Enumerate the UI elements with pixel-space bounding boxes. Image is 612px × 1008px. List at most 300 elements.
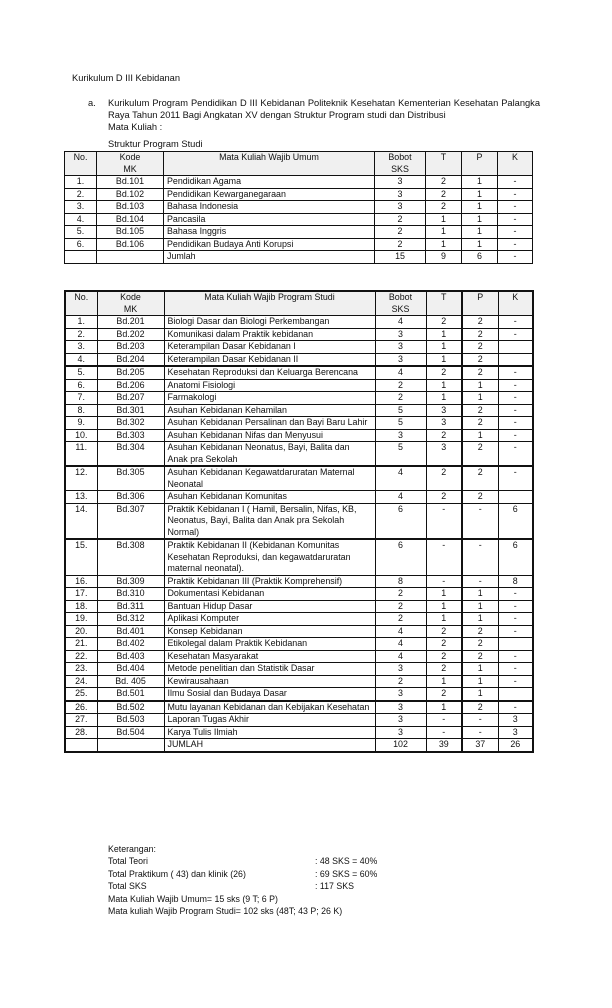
cell-bobot: 4 xyxy=(375,625,426,638)
cell-kode: Bd.303 xyxy=(97,429,164,442)
cell-no: 6. xyxy=(65,238,97,251)
cell-no: 11. xyxy=(65,442,97,467)
header-no: No. xyxy=(65,152,97,176)
cell-t: - xyxy=(426,714,462,727)
cell-p: 2 xyxy=(462,366,498,379)
cell-no xyxy=(65,739,97,752)
cell-k: - xyxy=(498,379,533,392)
cell-k xyxy=(498,341,533,354)
table-row xyxy=(65,491,533,504)
header-no: No. xyxy=(65,291,97,316)
intro-paragraph xyxy=(88,97,540,134)
table-header-row xyxy=(65,152,533,176)
cell-kode: Bd.301 xyxy=(97,404,164,417)
cell-p: 2 xyxy=(462,638,498,651)
header-t: T xyxy=(426,152,462,176)
table-mata-kuliah-wajib-program-studi xyxy=(64,290,534,753)
cell-kode: Bd.306 xyxy=(97,491,164,504)
cell-t: 1 xyxy=(426,213,462,226)
header-kode xyxy=(97,291,164,316)
cell-bobot: 3 xyxy=(375,353,426,366)
cell-bobot: 5 xyxy=(375,417,426,430)
cell-no: 17. xyxy=(65,588,97,601)
table-total-row xyxy=(65,739,533,752)
cell-no: 15. xyxy=(65,539,97,575)
cell-k: - xyxy=(498,663,533,676)
cell-mata-kuliah: Asuhan Kebidanan Komunitas xyxy=(164,491,375,504)
cell-k: - xyxy=(498,188,533,201)
table-header-row xyxy=(65,291,533,316)
cell-mata-kuliah: Kesehatan Reproduksi dan Keluarga Berencana xyxy=(164,366,375,379)
cell-no: 26. xyxy=(65,701,97,714)
cell-p: 2 xyxy=(462,650,498,663)
cell-t: 3 xyxy=(426,404,462,417)
cell-t: 2 xyxy=(426,366,462,379)
cell-t: 2 xyxy=(426,688,462,701)
cell-bobot: 2 xyxy=(375,379,426,392)
cell-k: 8 xyxy=(498,575,533,588)
cell-k: - xyxy=(498,238,533,251)
cell-kode: Bd.203 xyxy=(97,341,164,354)
cell-p: - xyxy=(462,539,498,575)
cell-k: 6 xyxy=(498,503,533,539)
note-total-teori xyxy=(108,855,378,867)
cell-t: 2 xyxy=(426,176,462,189)
cell-kode: Bd.302 xyxy=(97,417,164,430)
note-value: : 117 SKS xyxy=(315,881,354,892)
cell-k: - xyxy=(498,613,533,626)
cell-bobot: 5 xyxy=(375,442,426,467)
table-row xyxy=(65,188,533,201)
cell-t: 2 xyxy=(426,188,462,201)
header-k: K xyxy=(498,152,533,176)
cell-k: - xyxy=(498,417,533,430)
cell-mata-kuliah: Pancasila xyxy=(164,213,375,226)
cell-bobot: 3 xyxy=(375,341,426,354)
cell-t: 2 xyxy=(426,491,462,504)
cell-p: - xyxy=(462,714,498,727)
list-marker: a. xyxy=(88,98,96,108)
cell-k: - xyxy=(498,466,533,491)
cell-p: 2 xyxy=(462,491,498,504)
cell-bobot: 3 xyxy=(375,188,426,201)
cell-p: 1 xyxy=(462,201,498,214)
cell-t: - xyxy=(426,575,462,588)
header-kode-line1: Kode xyxy=(120,292,141,302)
table-row xyxy=(65,701,533,714)
cell-no: 1. xyxy=(65,316,97,329)
table-row xyxy=(65,650,533,663)
cell-kode: Bd.106 xyxy=(97,238,164,251)
cell-k: - xyxy=(498,404,533,417)
table-row xyxy=(65,600,533,613)
cell-bobot: 6 xyxy=(375,539,426,575)
cell-kode: Bd.305 xyxy=(97,466,164,491)
cell-mata-kuliah: Asuhan Kebidanan Nifas dan Menyusui xyxy=(164,429,375,442)
cell-k: - xyxy=(498,176,533,189)
note-line-umum: Mata Kuliah Wajib Umum= 15 sks (9 T; 6 P) xyxy=(108,893,278,904)
cell-kode: Bd.103 xyxy=(97,201,164,214)
cell-kode: Bd.403 xyxy=(97,650,164,663)
cell-k xyxy=(498,688,533,701)
cell-no: 4. xyxy=(65,353,97,366)
cell-p: 2 xyxy=(462,625,498,638)
cell-t: 2 xyxy=(426,201,462,214)
cell-bobot: 4 xyxy=(375,638,426,651)
cell-p: 1 xyxy=(462,213,498,226)
cell-no: 25. xyxy=(65,688,97,701)
cell-mata-kuliah: Keterampilan Dasar Kebidanan I xyxy=(164,341,375,354)
cell-bobot: 3 xyxy=(375,701,426,714)
cell-mata-kuliah: Praktik Kebidanan II (Kebidanan Komunitas Kesehatan Reproduksi, dan kegawatdaruratan maternal neonatal). xyxy=(164,539,375,575)
cell-kode: Bd.205 xyxy=(97,366,164,379)
cell-t: 1 xyxy=(426,392,462,405)
table-row xyxy=(65,714,533,727)
table-row xyxy=(65,503,533,539)
cell-t: - xyxy=(426,503,462,539)
cell-k xyxy=(498,491,533,504)
cell-p: 2 xyxy=(462,701,498,714)
cell-mata-kuliah: Karya Tulis Ilmiah xyxy=(164,726,375,739)
cell-mata-kuliah: Pendidikan Kewarganegaraan xyxy=(164,188,375,201)
cell-total-k: - xyxy=(498,251,533,264)
cell-total-label: JUMLAH xyxy=(164,739,375,752)
table-row xyxy=(65,638,533,651)
cell-mata-kuliah: Komunikasi dalam Praktik kebidanan xyxy=(164,328,375,341)
table-row xyxy=(65,625,533,638)
cell-bobot: 4 xyxy=(375,491,426,504)
table-row xyxy=(65,575,533,588)
cell-t: 1 xyxy=(426,600,462,613)
cell-kode: Bd.311 xyxy=(97,600,164,613)
cell-p: 1 xyxy=(462,226,498,239)
cell-total-bobot: 102 xyxy=(375,739,426,752)
cell-no: 24. xyxy=(65,675,97,688)
cell-total-bobot: 15 xyxy=(375,251,426,264)
document-title: Kurikulum D III Kebidanan xyxy=(72,73,181,83)
cell-mata-kuliah: Bahasa Indonesia xyxy=(164,201,375,214)
cell-mata-kuliah: Anatomi Fisiologi xyxy=(164,379,375,392)
note-value: : 69 SKS = 60% xyxy=(315,868,378,879)
cell-k: - xyxy=(498,226,533,239)
cell-t: - xyxy=(426,726,462,739)
cell-kode: Bd.404 xyxy=(97,663,164,676)
cell-p: 1 xyxy=(462,688,498,701)
cell-t: 1 xyxy=(426,353,462,366)
cell-no: 4. xyxy=(65,213,97,226)
cell-kode: Bd.104 xyxy=(97,213,164,226)
cell-k: - xyxy=(498,213,533,226)
cell-mata-kuliah: Kesehatan Masyarakat xyxy=(164,650,375,663)
cell-p: - xyxy=(462,575,498,588)
cell-t: 2 xyxy=(426,650,462,663)
cell-k: - xyxy=(498,201,533,214)
cell-mata-kuliah: Ilmu Sosial dan Budaya Dasar xyxy=(164,688,375,701)
cell-t: 1 xyxy=(426,701,462,714)
cell-k: - xyxy=(498,588,533,601)
cell-mata-kuliah: Biologi Dasar dan Biologi Perkembangan xyxy=(164,316,375,329)
cell-bobot: 3 xyxy=(375,726,426,739)
note-label: Total Teori xyxy=(108,856,148,867)
cell-no: 20. xyxy=(65,625,97,638)
cell-mata-kuliah: Asuhan Kebidanan Kegawatdaruratan Maternal Neonatal xyxy=(164,466,375,491)
cell-bobot: 3 xyxy=(375,201,426,214)
cell-mata-kuliah: Mutu layanan Kebidanan dan Kebijakan Kesehatan xyxy=(164,701,375,714)
note-line-prodi: Mata kuliah Wajib Program Studi= 102 sks (48T; 43 P; 26 K) xyxy=(108,905,343,916)
cell-p: 2 xyxy=(462,417,498,430)
cell-total-t: 39 xyxy=(426,739,462,752)
table-row xyxy=(65,213,533,226)
cell-k: - xyxy=(498,701,533,714)
cell-no: 19. xyxy=(65,613,97,626)
cell-bobot: 2 xyxy=(375,600,426,613)
cell-p: 1 xyxy=(462,392,498,405)
cell-bobot: 4 xyxy=(375,650,426,663)
cell-bobot: 3 xyxy=(375,663,426,676)
cell-p: 1 xyxy=(462,600,498,613)
table-row xyxy=(65,663,533,676)
cell-bobot: 8 xyxy=(375,575,426,588)
cell-no: 12. xyxy=(65,466,97,491)
cell-k: - xyxy=(498,675,533,688)
header-kode-line2: MK xyxy=(123,163,137,174)
cell-kode: Bd.201 xyxy=(97,316,164,329)
cell-p: 1 xyxy=(462,188,498,201)
header-bobot xyxy=(375,152,426,176)
header-k: K xyxy=(498,291,533,316)
cell-p: 2 xyxy=(462,328,498,341)
note-value: : 48 SKS = 40% xyxy=(315,856,378,867)
cell-p: 2 xyxy=(462,442,498,467)
header-bobot-line1: Bobot xyxy=(388,152,412,162)
cell-no: 21. xyxy=(65,638,97,651)
cell-k: - xyxy=(498,442,533,467)
cell-kode: Bd.501 xyxy=(97,688,164,701)
header-kode-line2: MK xyxy=(123,303,138,314)
cell-no: 1. xyxy=(65,176,97,189)
table-row xyxy=(65,466,533,491)
header-kode-line1: Kode xyxy=(119,152,141,162)
cell-bobot: 2 xyxy=(375,588,426,601)
cell-k: - xyxy=(498,625,533,638)
cell-kode: Bd.401 xyxy=(97,625,164,638)
cell-p: 1 xyxy=(462,176,498,189)
cell-no: 27. xyxy=(65,714,97,727)
cell-no: 8. xyxy=(65,404,97,417)
cell-no: 28. xyxy=(65,726,97,739)
header-p: P xyxy=(462,291,498,316)
table-row xyxy=(65,417,533,430)
cell-mata-kuliah: Metode penelitian dan Statistik Dasar xyxy=(164,663,375,676)
cell-no: 7. xyxy=(65,392,97,405)
cell-kode: Bd.310 xyxy=(97,588,164,601)
cell-bobot: 3 xyxy=(375,429,426,442)
cell-bobot: 3 xyxy=(375,714,426,727)
cell-total-k: 26 xyxy=(498,739,533,752)
cell-t: 2 xyxy=(426,638,462,651)
cell-t: 2 xyxy=(426,429,462,442)
header-bobot xyxy=(375,291,426,316)
cell-bobot: 2 xyxy=(375,238,426,251)
cell-bobot: 4 xyxy=(375,466,426,491)
cell-t: - xyxy=(426,539,462,575)
cell-no: 14. xyxy=(65,503,97,539)
cell-t: 1 xyxy=(426,675,462,688)
cell-no: 13. xyxy=(65,491,97,504)
cell-mata-kuliah: Praktik Kebidanan III (Praktik Komprehensif) xyxy=(164,575,375,588)
cell-kode: Bd.207 xyxy=(97,392,164,405)
cell-no: 6. xyxy=(65,379,97,392)
table-row xyxy=(65,429,533,442)
cell-t: 2 xyxy=(426,466,462,491)
table-row xyxy=(65,201,533,214)
header-p: P xyxy=(462,152,498,176)
cell-t: 2 xyxy=(426,316,462,329)
table-row xyxy=(65,675,533,688)
cell-k: 3 xyxy=(498,714,533,727)
cell-bobot: 4 xyxy=(375,366,426,379)
paragraph-text xyxy=(108,97,540,134)
note-total-praktikum xyxy=(108,868,378,880)
cell-p: 2 xyxy=(462,353,498,366)
table-row xyxy=(65,613,533,626)
cell-k: 3 xyxy=(498,726,533,739)
table-row xyxy=(65,442,533,467)
cell-bobot: 3 xyxy=(375,328,426,341)
cell-kode: Bd.206 xyxy=(97,379,164,392)
cell-bobot: 6 xyxy=(375,503,426,539)
cell-bobot: 2 xyxy=(375,226,426,239)
cell-t: 2 xyxy=(426,663,462,676)
cell-mata-kuliah: Etikolegal dalam Praktik Kebidanan xyxy=(164,638,375,651)
cell-kode: Bd.308 xyxy=(97,539,164,575)
cell-t: 1 xyxy=(426,238,462,251)
header-mata-kuliah: Mata Kuliah Wajib Program Studi xyxy=(164,291,375,316)
cell-p: - xyxy=(462,726,498,739)
cell-k xyxy=(498,638,533,651)
cell-total-p: 37 xyxy=(462,739,498,752)
cell-kode: Bd.503 xyxy=(97,714,164,727)
cell-p: 1 xyxy=(462,238,498,251)
cell-p: 1 xyxy=(462,663,498,676)
cell-mata-kuliah: Pendidikan Budaya Anti Korupsi xyxy=(164,238,375,251)
notes-section xyxy=(108,843,378,917)
cell-no: 10. xyxy=(65,429,97,442)
cell-p: 1 xyxy=(462,429,498,442)
paragraph-body: Kurikulum Program Pendidikan D III Kebidanan Politeknik Kesehatan Kementerian Kesehatan Palangka Raya Tahun 2011 Bagi Angkatan XV dengan Struktur Program studi dan Distribusi xyxy=(108,98,540,121)
header-t: T xyxy=(426,291,462,316)
notes-heading: Keterangan: xyxy=(108,844,156,854)
note-label: Total Praktikum ( 43) dan klinik (26) xyxy=(108,868,246,879)
note-total-sks xyxy=(108,880,354,892)
cell-t: 1 xyxy=(426,226,462,239)
cell-kode: Bd.309 xyxy=(97,575,164,588)
table-row xyxy=(65,316,533,329)
cell-no: 2. xyxy=(65,188,97,201)
cell-mata-kuliah: Asuhan Kebidanan Kehamilan xyxy=(164,404,375,417)
cell-kode: Bd.312 xyxy=(97,613,164,626)
cell-t: 3 xyxy=(426,442,462,467)
cell-kode: Bd.204 xyxy=(97,353,164,366)
table-row xyxy=(65,726,533,739)
table-total-row xyxy=(65,251,533,264)
cell-t: 1 xyxy=(426,613,462,626)
cell-bobot: 3 xyxy=(375,176,426,189)
cell-no: 3. xyxy=(65,341,97,354)
table-row xyxy=(65,366,533,379)
cell-bobot: 2 xyxy=(375,213,426,226)
cell-kode: Bd.105 xyxy=(97,226,164,239)
cell-mata-kuliah: Konsep Kebidanan xyxy=(164,625,375,638)
table-row xyxy=(65,392,533,405)
cell-mata-kuliah: Asuhan Kebidanan Neonatus, Bayi, Balita dan Anak pra Sekolah xyxy=(164,442,375,467)
cell-kode: Bd.202 xyxy=(97,328,164,341)
cell-k: - xyxy=(498,366,533,379)
table-row xyxy=(65,328,533,341)
cell-bobot: 5 xyxy=(375,404,426,417)
cell-no: 23. xyxy=(65,663,97,676)
cell-kode: Bd.307 xyxy=(97,503,164,539)
cell-mata-kuliah: Praktik Kebidanan I ( Hamil, Bersalin, Nifas, KB, Neonatus, Bayi, Balita dan Anak pra Sekolah Normal) xyxy=(164,503,375,539)
cell-k: - xyxy=(498,650,533,663)
cell-p: 1 xyxy=(462,613,498,626)
header-bobot-line2: SKS xyxy=(391,163,409,174)
cell-no: 22. xyxy=(65,650,97,663)
cell-total-p: 6 xyxy=(462,251,498,264)
cell-mata-kuliah: Asuhan Kebidanan Persalinan dan Bayi Baru Lahir xyxy=(164,417,375,430)
cell-no: 18. xyxy=(65,600,97,613)
cell-no xyxy=(65,251,97,264)
cell-bobot: 2 xyxy=(375,675,426,688)
cell-k: 6 xyxy=(498,539,533,575)
cell-t: 1 xyxy=(426,379,462,392)
table-row xyxy=(65,238,533,251)
cell-total-t: 9 xyxy=(426,251,462,264)
header-kode xyxy=(97,152,164,176)
paragraph-last-line: Mata Kuliah : xyxy=(108,122,163,133)
cell-kode: Bd.504 xyxy=(97,726,164,739)
table-row xyxy=(65,176,533,189)
cell-no: 3. xyxy=(65,201,97,214)
cell-mata-kuliah: Pendidikan Agama xyxy=(164,176,375,189)
cell-k: - xyxy=(498,328,533,341)
cell-p: 2 xyxy=(462,466,498,491)
header-mata-kuliah: Mata Kuliah Wajib Umum xyxy=(164,152,375,176)
cell-mata-kuliah: Kewirausahaan xyxy=(164,675,375,688)
cell-bobot: 2 xyxy=(375,613,426,626)
cell-k: - xyxy=(498,600,533,613)
cell-kode: Bd.402 xyxy=(97,638,164,651)
cell-kode: Bd.102 xyxy=(97,188,164,201)
cell-p: 2 xyxy=(462,316,498,329)
section-subheading: Struktur Program Studi xyxy=(108,139,203,149)
cell-t: 1 xyxy=(426,341,462,354)
cell-kode: Bd.502 xyxy=(97,701,164,714)
cell-bobot: 4 xyxy=(375,316,426,329)
table-mata-kuliah-wajib-umum xyxy=(64,151,533,264)
cell-t: 2 xyxy=(426,625,462,638)
cell-mata-kuliah: Bantuan Hidup Dasar xyxy=(164,600,375,613)
cell-k xyxy=(498,353,533,366)
cell-mata-kuliah: Laporan Tugas Akhir xyxy=(164,714,375,727)
table-row xyxy=(65,226,533,239)
cell-mata-kuliah: Keterampilan Dasar Kebidanan II xyxy=(164,353,375,366)
table-row xyxy=(65,341,533,354)
cell-kode: Bd. 405 xyxy=(97,675,164,688)
cell-no: 5. xyxy=(65,366,97,379)
table-row xyxy=(65,539,533,575)
cell-mata-kuliah: Farmakologi xyxy=(164,392,375,405)
